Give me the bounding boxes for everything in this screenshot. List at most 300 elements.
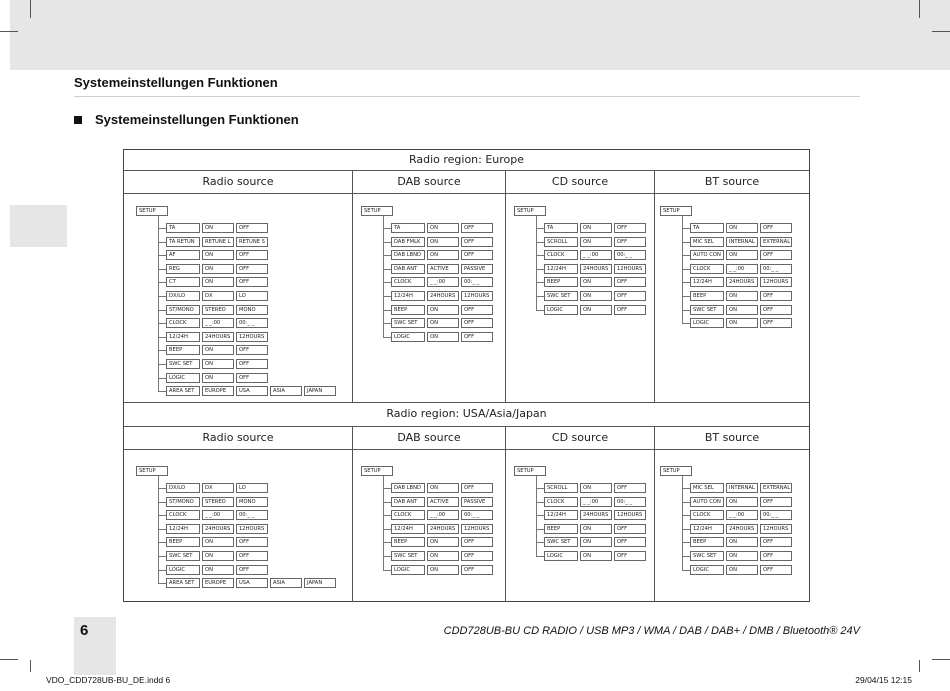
menu-item-box: SWC SET — [544, 537, 578, 547]
menu-item-box: CLOCK — [690, 510, 724, 520]
option-box: OFF — [760, 537, 792, 547]
option-box: OFF — [461, 332, 493, 342]
option-box: RETUNE S — [236, 237, 268, 247]
option-box: ON — [580, 277, 612, 287]
tree-connector — [682, 269, 690, 270]
option-box: USA — [236, 578, 268, 588]
column-header-cd: CD source — [551, 431, 609, 444]
menu-item-box: AREA SET — [166, 578, 200, 588]
option-box: _ _:00 — [202, 318, 234, 328]
menu-item-box: AUTO CON — [690, 497, 724, 507]
option-box: 00:_ _ — [236, 510, 268, 520]
tree-connector — [158, 570, 166, 571]
option-box: EXTERNAL — [760, 237, 792, 247]
option-box: OFF — [461, 551, 493, 561]
option-box: ON — [580, 291, 612, 301]
option-box: OFF — [760, 551, 792, 561]
tree-connector — [383, 529, 391, 530]
option-box: OFF — [461, 565, 493, 575]
option-box: ON — [427, 565, 459, 575]
option-box: 00:_ _ — [614, 497, 646, 507]
menu-item-box: 12/24H — [544, 264, 578, 274]
menu-item-box: LOGIC — [544, 551, 578, 561]
crop-mark — [932, 31, 950, 32]
tree-connector — [682, 502, 690, 503]
crop-mark — [0, 659, 18, 660]
crop-mark — [919, 660, 920, 672]
column-header-dab: DAB source — [397, 175, 461, 188]
tree-connector — [158, 364, 166, 365]
option-box: OFF — [614, 305, 646, 315]
option-box: ON — [202, 359, 234, 369]
option-box: ON — [726, 291, 758, 301]
option-box: 24HOURS — [202, 524, 234, 534]
tree-connector — [536, 310, 544, 311]
tree-connector — [383, 542, 391, 543]
option-box: ON — [427, 223, 459, 233]
option-box: MONO — [236, 497, 268, 507]
menu-item-box: DAB LBND — [391, 250, 425, 260]
menu-item-box: LOGIC — [690, 318, 724, 328]
option-box: ON — [726, 250, 758, 260]
menu-item-box: ST/MONO — [166, 497, 200, 507]
option-box: 24HOURS — [427, 291, 459, 301]
menu-item-box: TA — [166, 223, 200, 233]
option-box: ON — [726, 318, 758, 328]
crop-mark — [932, 659, 950, 660]
tree-connector — [383, 310, 391, 311]
option-box: OFF — [614, 277, 646, 287]
option-box: ON — [202, 373, 234, 383]
crop-mark — [30, 660, 31, 672]
menu-item-box: LOGIC — [544, 305, 578, 315]
option-box: ON — [202, 345, 234, 355]
option-box: _ _:00 — [726, 510, 758, 520]
option-box: ON — [202, 537, 234, 547]
column-divider — [352, 170, 353, 402]
option-box: ON — [726, 223, 758, 233]
menu-item-box: AREA SET — [166, 386, 200, 396]
menu-item-box: MIC SEL — [690, 483, 724, 493]
option-box: 24HOURS — [202, 332, 234, 342]
column-header-radio: Radio source — [202, 431, 274, 444]
menu-item-box: TA — [391, 223, 425, 233]
option-box: ON — [202, 277, 234, 287]
tree-connector — [158, 542, 166, 543]
option-box: OFF — [760, 565, 792, 575]
menu-item-box: BEEP — [166, 537, 200, 547]
option-box: OFF — [461, 223, 493, 233]
option-box: ON — [580, 524, 612, 534]
option-box: 24HOURS — [726, 277, 758, 287]
tree-connector — [536, 542, 544, 543]
option-box: ACTIVE — [427, 264, 459, 274]
menu-item-box: BEEP — [166, 345, 200, 355]
option-box: 12HOURS — [760, 524, 792, 534]
column-header-radio: Radio source — [202, 175, 274, 188]
menu-item-box: CLOCK — [544, 497, 578, 507]
menu-item-box: CLOCK — [690, 264, 724, 274]
option-box: OFF — [760, 318, 792, 328]
menu-item-box: BEEP — [544, 277, 578, 287]
option-box: LO — [236, 291, 268, 301]
option-box: OFF — [614, 524, 646, 534]
option-box: OFF — [760, 497, 792, 507]
setup-box: SETUP — [361, 206, 393, 216]
tree-connector — [536, 515, 544, 516]
option-box: ON — [580, 237, 612, 247]
option-box: _ _:00 — [427, 510, 459, 520]
option-box: ON — [580, 537, 612, 547]
tree-connector — [536, 529, 544, 530]
menu-item-box: 12/24H — [391, 291, 425, 301]
tree-connector — [158, 515, 166, 516]
tree-connector — [383, 323, 391, 324]
setup-box: SETUP — [514, 206, 546, 216]
option-box: OFF — [236, 537, 268, 547]
settings-table — [123, 149, 810, 602]
menu-item-box: CLOCK — [166, 510, 200, 520]
option-box: LO — [236, 483, 268, 493]
menu-item-box: BEEP — [391, 537, 425, 547]
option-box: OFF — [236, 277, 268, 287]
menu-item-box: SWC SET — [166, 551, 200, 561]
menu-item-box: LOGIC — [166, 565, 200, 575]
tree-connector — [383, 228, 391, 229]
row-divider — [124, 402, 809, 403]
option-box: OFF — [614, 551, 646, 561]
option-box: _ _:00 — [202, 510, 234, 520]
option-box: 00:_ _ — [760, 510, 792, 520]
option-box: PASSIVE — [461, 264, 493, 274]
tree-connector — [682, 542, 690, 543]
menu-item-box: MIC SEL — [690, 237, 724, 247]
option-box: ON — [726, 551, 758, 561]
option-box: OFF — [614, 537, 646, 547]
menu-item-box: 12/24H — [690, 277, 724, 287]
menu-item-box: DAB FMLK — [391, 237, 425, 247]
setup-box: SETUP — [514, 466, 546, 476]
tree-connector — [383, 216, 384, 337]
option-box: 00:_ _ — [461, 510, 493, 520]
tree-connector — [158, 502, 166, 503]
option-box: OFF — [236, 565, 268, 575]
tree-connector — [383, 296, 391, 297]
tree-connector — [383, 570, 391, 571]
menu-item-box: DAB ANT — [391, 497, 425, 507]
tree-connector — [682, 296, 690, 297]
tree-connector — [536, 556, 544, 557]
crop-mark — [30, 0, 31, 18]
option-box: ON — [427, 305, 459, 315]
footer-filename: VDO_CDD728UB-BU_DE.indd 6 — [46, 675, 171, 685]
tree-connector — [158, 488, 166, 489]
option-box: OFF — [461, 305, 493, 315]
option-box: 12HOURS — [614, 264, 646, 274]
top-gray-band — [10, 0, 950, 70]
option-box: OFF — [760, 250, 792, 260]
option-box: OFF — [236, 250, 268, 260]
option-box: OFF — [461, 318, 493, 328]
tree-connector — [158, 583, 166, 584]
option-box: _ _:00 — [580, 497, 612, 507]
menu-item-box: CLOCK — [544, 250, 578, 260]
option-box: OFF — [236, 359, 268, 369]
option-box: OFF — [760, 291, 792, 301]
option-box: OFF — [236, 264, 268, 274]
option-box: 12HOURS — [760, 277, 792, 287]
menu-item-box: CLOCK — [391, 510, 425, 520]
page-number: 6 — [80, 622, 89, 639]
menu-item-box: DAB ANT — [391, 264, 425, 274]
tree-connector — [682, 556, 690, 557]
tree-connector — [682, 570, 690, 571]
tree-connector — [158, 529, 166, 530]
menu-item-box: SCROLL — [544, 483, 578, 493]
tree-connector — [682, 310, 690, 311]
menu-item-box: LOGIC — [391, 565, 425, 575]
tree-connector — [158, 310, 166, 311]
option-box: ON — [580, 551, 612, 561]
section-title: Systemeinstellungen Funktionen — [95, 112, 299, 127]
menu-item-box: 12/24H — [690, 524, 724, 534]
menu-item-box: 12/24H — [166, 524, 200, 534]
option-box: EXTERNAL — [760, 483, 792, 493]
option-box: ON — [726, 537, 758, 547]
menu-item-box: SWC SET — [690, 551, 724, 561]
menu-item-box: CT — [166, 277, 200, 287]
tree-connector — [158, 296, 166, 297]
option-box: JAPAN — [304, 578, 336, 588]
option-box: ON — [427, 250, 459, 260]
option-box: ON — [580, 305, 612, 315]
option-box: 12HOURS — [614, 510, 646, 520]
option-box: ON — [427, 483, 459, 493]
menu-item-box: DAB LBND — [391, 483, 425, 493]
tree-connector — [536, 228, 544, 229]
option-box: 12HOURS — [461, 291, 493, 301]
crop-mark — [0, 31, 18, 32]
option-box: ON — [202, 551, 234, 561]
option-box: EUROPE — [202, 578, 234, 588]
option-box: USA — [236, 386, 268, 396]
setup-box: SETUP — [660, 466, 692, 476]
menu-item-box: AUTO CON — [690, 250, 724, 260]
menu-item-box: DX/LO — [166, 291, 200, 301]
option-box: 12HOURS — [461, 524, 493, 534]
option-box: ON — [726, 565, 758, 575]
menu-item-box: SWC SET — [166, 359, 200, 369]
region-europe-title: Radio region: Europe — [408, 153, 525, 166]
option-box: OFF — [614, 237, 646, 247]
option-box: EUROPE — [202, 386, 234, 396]
option-box: ON — [202, 223, 234, 233]
tree-connector — [383, 282, 391, 283]
menu-item-box: BEEP — [391, 305, 425, 315]
tree-connector — [682, 515, 690, 516]
menu-item-box: BEEP — [544, 524, 578, 534]
tree-connector — [682, 282, 690, 283]
option-box: OFF — [461, 250, 493, 260]
setup-box: SETUP — [136, 466, 168, 476]
tree-connector — [682, 488, 690, 489]
option-box: ON — [726, 305, 758, 315]
tree-connector — [536, 296, 544, 297]
option-box: OFF — [461, 237, 493, 247]
tree-connector — [158, 556, 166, 557]
menu-item-box: BEEP — [690, 291, 724, 301]
tree-connector — [536, 242, 544, 243]
option-box: OFF — [614, 291, 646, 301]
option-box: ON — [427, 332, 459, 342]
option-box: 00:_ _ — [236, 318, 268, 328]
option-box: ON — [202, 565, 234, 575]
tree-connector — [682, 529, 690, 530]
menu-item-box: SWC SET — [391, 318, 425, 328]
option-box: 24HOURS — [580, 510, 612, 520]
option-box: 24HOURS — [427, 524, 459, 534]
column-divider — [654, 170, 655, 402]
setup-box: SETUP — [361, 466, 393, 476]
menu-item-box: TA RETUN — [166, 237, 200, 247]
menu-item-box: LOGIC — [166, 373, 200, 383]
setup-box: SETUP — [660, 206, 692, 216]
option-box: OFF — [236, 551, 268, 561]
menu-item-box: 12/24H — [391, 524, 425, 534]
option-box: OFF — [760, 223, 792, 233]
option-box: ASIA — [270, 386, 302, 396]
option-box: 24HOURS — [726, 524, 758, 534]
menu-item-box: CLOCK — [166, 318, 200, 328]
column-header-bt: BT source — [704, 175, 760, 188]
menu-item-box: 12/24H — [166, 332, 200, 342]
option-box: DX — [202, 483, 234, 493]
menu-item-box: TA — [690, 223, 724, 233]
column-divider — [505, 426, 506, 602]
option-box: OFF — [614, 223, 646, 233]
setup-box: SETUP — [136, 206, 168, 216]
header-rule — [74, 96, 860, 97]
menu-item-box: SWC SET — [544, 291, 578, 301]
tree-connector — [383, 255, 391, 256]
option-box: ON — [580, 223, 612, 233]
tree-connector — [158, 255, 166, 256]
option-box: ON — [427, 551, 459, 561]
row-divider — [124, 193, 809, 194]
option-box: PASSIVE — [461, 497, 493, 507]
menu-item-box: CLOCK — [391, 277, 425, 287]
option-box: STEREO — [202, 305, 234, 315]
option-box: ON — [427, 318, 459, 328]
option-box: MONO — [236, 305, 268, 315]
column-header-bt: BT source — [704, 431, 760, 444]
option-box: ON — [202, 250, 234, 260]
option-box: 00:_ _ — [614, 250, 646, 260]
tree-connector — [536, 255, 544, 256]
menu-item-box: AF — [166, 250, 200, 260]
column-header-cd: CD source — [551, 175, 609, 188]
option-box: ON — [427, 537, 459, 547]
column-header-dab: DAB source — [397, 431, 461, 444]
footer-date: 29/04/15 12:15 — [855, 675, 912, 685]
tree-connector — [682, 255, 690, 256]
option-box: RETUNE L — [202, 237, 234, 247]
product-line: CDD728UB-BU CD RADIO / USB MP3 / WMA / DAB / DAB+ / DMB / Bluetooth® 24V — [443, 625, 860, 637]
menu-item-box: DX/LO — [166, 483, 200, 493]
tree-connector — [158, 269, 166, 270]
tree-connector — [682, 323, 690, 324]
option-box: 12HOURS — [236, 332, 268, 342]
option-box: ON — [202, 264, 234, 274]
column-divider — [654, 426, 655, 602]
option-box: ON — [580, 483, 612, 493]
tree-connector — [536, 502, 544, 503]
option-box: OFF — [236, 373, 268, 383]
menu-item-box: TA — [544, 223, 578, 233]
menu-item-box: BEEP — [690, 537, 724, 547]
menu-item-box: LOGIC — [391, 332, 425, 342]
option-box: ON — [726, 497, 758, 507]
option-box: STEREO — [202, 497, 234, 507]
tree-connector — [158, 242, 166, 243]
tree-connector — [158, 350, 166, 351]
option-box: INTERNAL — [726, 483, 758, 493]
option-box: OFF — [760, 305, 792, 315]
option-box: _ _:00 — [580, 250, 612, 260]
row-divider — [124, 449, 809, 450]
menu-item-box: SCROLL — [544, 237, 578, 247]
option-box: _ _:00 — [726, 264, 758, 274]
option-box: DX — [202, 291, 234, 301]
tree-connector — [158, 228, 166, 229]
tree-connector — [158, 323, 166, 324]
tree-connector — [536, 269, 544, 270]
bullet-square-icon — [74, 116, 82, 124]
option-box: _ _:00 — [427, 277, 459, 287]
option-box: ACTIVE — [427, 497, 459, 507]
tree-connector — [682, 242, 690, 243]
tree-connector — [158, 378, 166, 379]
tree-connector — [383, 242, 391, 243]
option-box: 00:_ _ — [461, 277, 493, 287]
tree-connector — [383, 337, 391, 338]
menu-item-box: LOGIC — [690, 565, 724, 575]
tree-connector — [536, 488, 544, 489]
tree-connector — [158, 282, 166, 283]
region-usa-title: Radio region: USA/Asia/Japan — [386, 407, 547, 420]
option-box: ON — [427, 237, 459, 247]
menu-item-box: REG — [166, 264, 200, 274]
tree-connector — [383, 488, 391, 489]
tree-connector — [383, 269, 391, 270]
menu-item-box: SWC SET — [391, 551, 425, 561]
tree-connector — [158, 337, 166, 338]
side-tab-marker — [10, 205, 67, 247]
option-box: ASIA — [270, 578, 302, 588]
tree-connector — [383, 515, 391, 516]
menu-item-box: SWC SET — [690, 305, 724, 315]
tree-connector — [682, 228, 690, 229]
option-box: JAPAN — [304, 386, 336, 396]
tree-connector — [383, 502, 391, 503]
tree-connector — [536, 282, 544, 283]
option-box: OFF — [461, 537, 493, 547]
option-box: 24HOURS — [580, 264, 612, 274]
section-header: Systemeinstellungen Funktionen — [74, 75, 278, 90]
option-box: OFF — [236, 345, 268, 355]
column-divider — [505, 170, 506, 402]
option-box: 12HOURS — [236, 524, 268, 534]
